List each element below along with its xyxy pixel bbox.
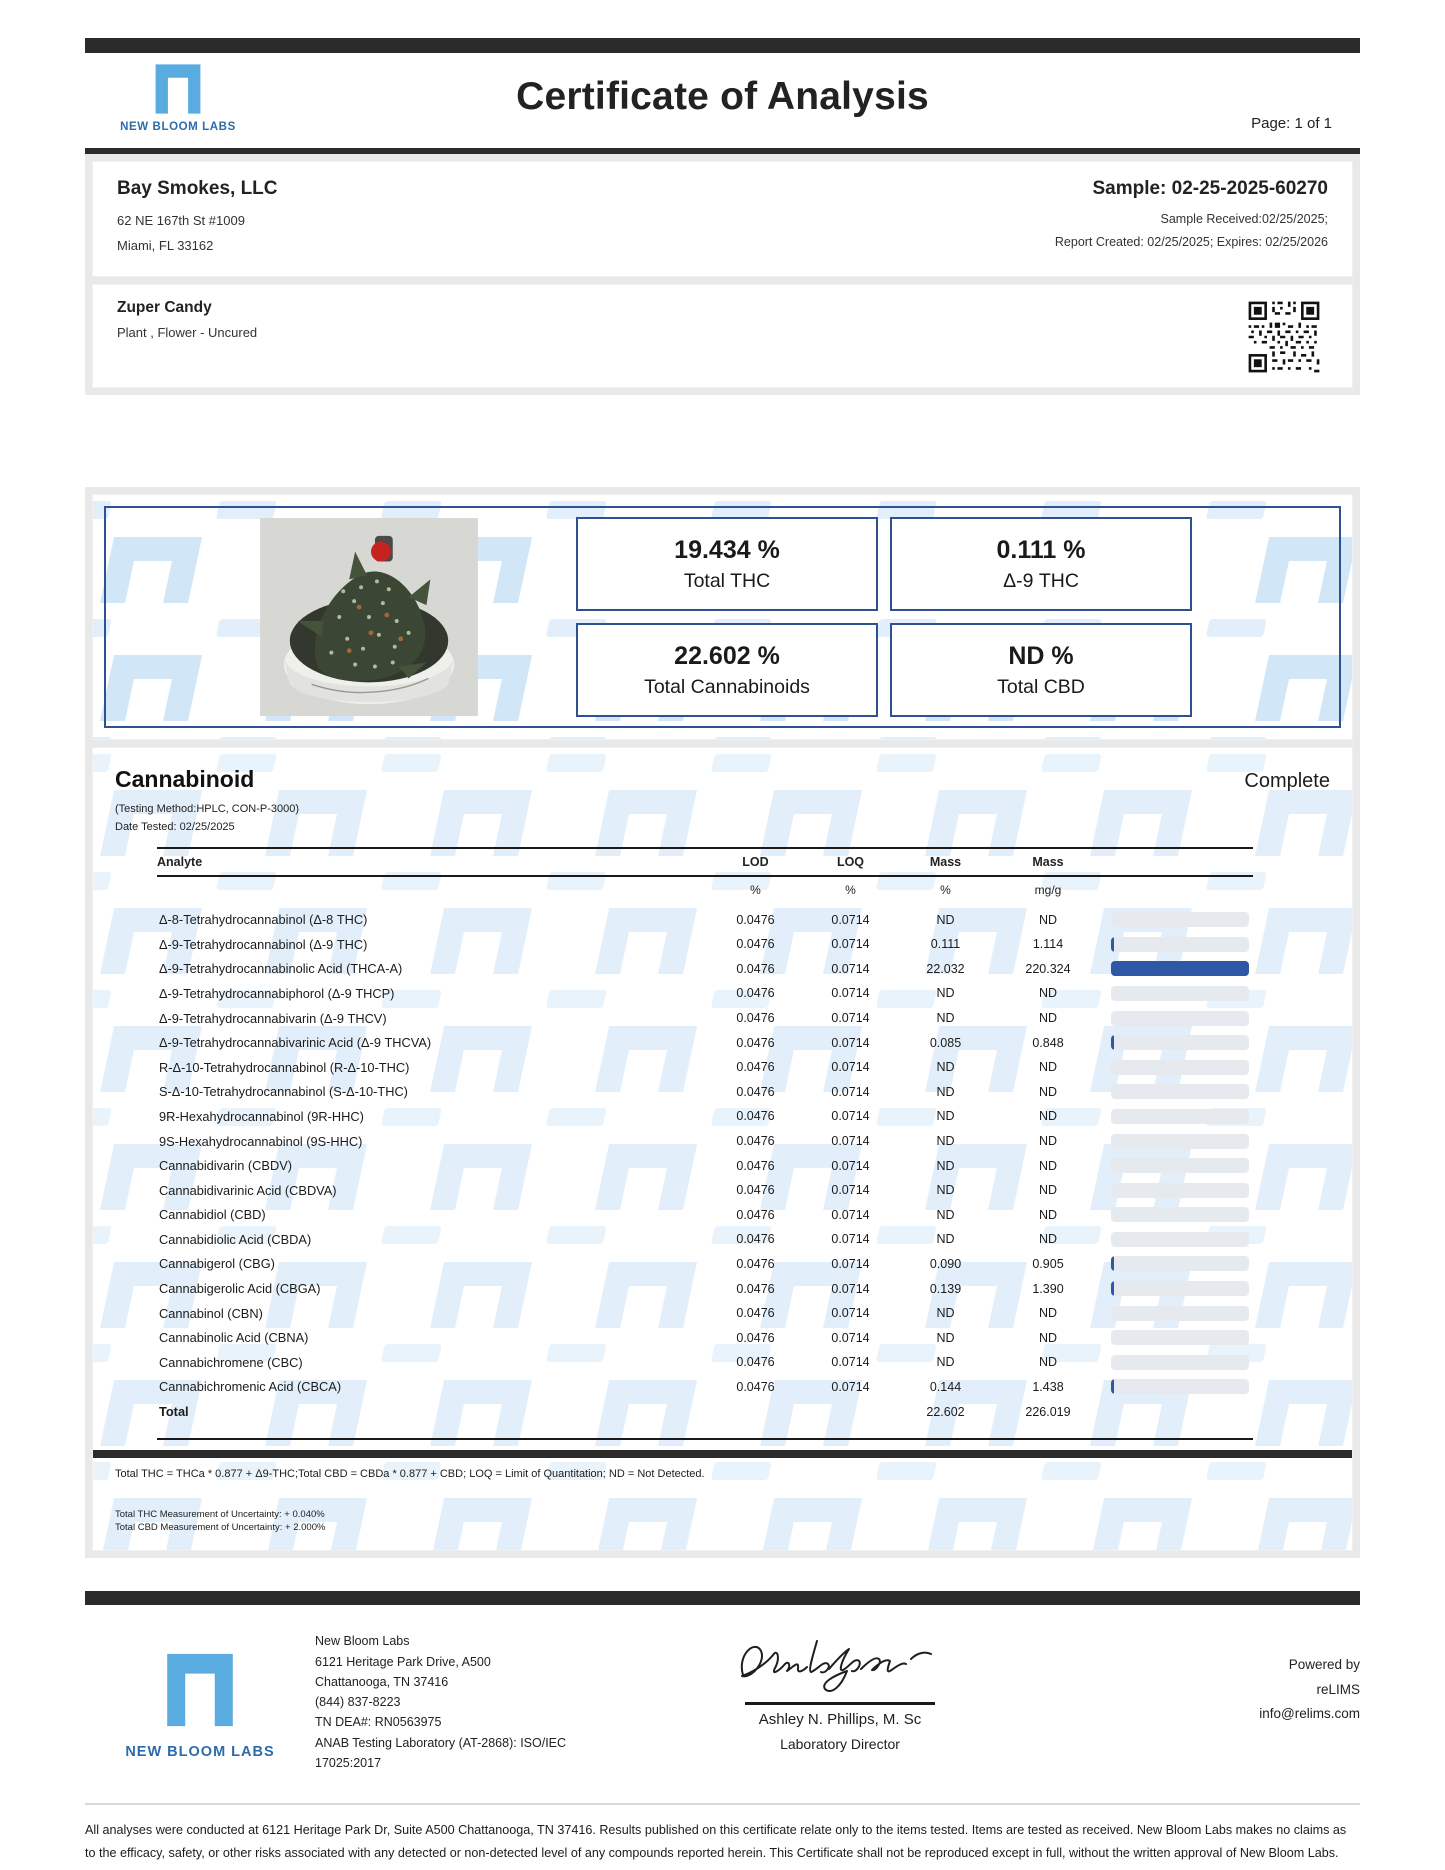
table-row <box>157 1301 1253 1326</box>
metric-label: Total THC <box>683 569 771 592</box>
loq-value: 0.0714 <box>831 1330 870 1345</box>
table-header-row <box>157 847 1253 875</box>
loq-value: 0.0714 <box>831 1281 870 1296</box>
analyte-name: Δ-8-Tetrahydrocannabinol (Δ-8 THC) <box>159 912 368 928</box>
mass-bar <box>1103 912 1253 927</box>
loq-value: 0.0714 <box>831 1035 870 1050</box>
mass-mgg-value: ND <box>1038 1306 1058 1321</box>
analyte-name: Cannabidivarinic Acid (CBDVA) <box>159 1182 337 1198</box>
table-row <box>157 1030 1253 1055</box>
date-tested: Date Tested: 02/25/2025 <box>115 821 235 834</box>
page-title: Certificate of Analysis <box>516 75 929 118</box>
loq-value: 0.0714 <box>831 1207 870 1222</box>
signature-rule <box>745 1702 935 1705</box>
mass-percent-value: ND <box>936 1011 955 1026</box>
mass-mgg-value: 220.324 <box>1025 961 1071 976</box>
analyte-name: Δ-9-Tetrahydrocannabivarinic Acid (Δ-9 THCVA) <box>159 1035 432 1051</box>
table-row <box>157 1203 1253 1228</box>
mass-percent-value: 0.090 <box>929 1256 962 1271</box>
lod-value: 0.0476 <box>736 1207 775 1222</box>
col-loq: LOQ <box>836 855 865 870</box>
table-total-row <box>157 1399 1253 1424</box>
unit-loq: % <box>845 883 856 898</box>
lab-accreditation: ANAB Testing Laboratory (AT-2868): ISO/IEC 17025:2017 <box>315 1735 567 1770</box>
mass-percent-value: ND <box>936 986 955 1001</box>
lod-value: 0.0476 <box>736 1355 775 1370</box>
mass-percent-value: 22.032 <box>926 961 965 976</box>
mass-mgg-value: ND <box>1038 1134 1058 1149</box>
lod-value: 0.0476 <box>736 1134 775 1149</box>
mass-bar <box>1103 1134 1253 1149</box>
lab-name: New Bloom Labs <box>315 1634 410 1649</box>
sample-block <box>1055 178 1328 258</box>
client-sample-card <box>92 161 1353 277</box>
table-row <box>157 1104 1253 1129</box>
table-row <box>157 1252 1253 1277</box>
mass-mgg-value: 1.390 <box>1032 1281 1064 1296</box>
calculation-footnote: Total THC = THCa * 0.877 + Δ9-THC;Total CBD = CBDa * 0.877 + CBD; LOQ = Limit of Quantitation; ND = Not Detected. <box>115 1467 705 1480</box>
mass-bar <box>1103 1158 1253 1173</box>
summary-metric-tile <box>890 517 1192 611</box>
mass-bar-track <box>1111 1109 1249 1124</box>
mass-mgg-value: ND <box>1038 1158 1058 1173</box>
analyte-name: Δ-9-Tetrahydrocannabinol (Δ-9 THC) <box>159 936 368 952</box>
mass-mgg-value: ND <box>1038 1011 1058 1026</box>
analyte-name: S-Δ-10-Tetrahydrocannabinol (S-Δ-10-THC) <box>159 1084 408 1100</box>
analyte-name: R-Δ-10-Tetrahydrocannabinol (R-Δ-10-THC) <box>159 1059 410 1075</box>
loq-value: 0.0714 <box>831 961 870 976</box>
summary-metric-tile <box>576 623 878 717</box>
mass-mgg-value: ND <box>1038 1060 1058 1075</box>
table-bottom-rule <box>157 1438 1253 1440</box>
mass-bar <box>1103 1084 1253 1099</box>
mass-bar <box>1103 1256 1253 1271</box>
footer-lab-logo-icon <box>148 1649 252 1731</box>
col-analyte: Analyte <box>157 855 203 870</box>
mass-bar-track <box>1111 937 1249 952</box>
bar-fill <box>1111 961 1249 976</box>
contact-email: info@relims.com <box>1259 1706 1360 1722</box>
mass-percent-value: 0.139 <box>929 1281 962 1296</box>
metric-value: 19.434 % <box>674 535 780 564</box>
disclaimer-divider <box>85 1803 1360 1805</box>
mass-bar <box>1103 1183 1253 1198</box>
mass-bar-track <box>1111 1256 1249 1271</box>
table-row <box>157 1227 1253 1252</box>
mass-mgg-value: ND <box>1038 1183 1058 1198</box>
footnote-divider-bar <box>93 1450 1352 1458</box>
report-created-expires: Report Created: 02/25/2025; Expires: 02/25/2026 <box>1054 234 1328 249</box>
lod-value: 0.0476 <box>736 1281 775 1296</box>
mass-percent-value: ND <box>936 1060 955 1075</box>
total-mass-mgg: 226.019 <box>1025 1404 1071 1419</box>
mass-bar-track <box>1111 912 1249 927</box>
lod-value: 0.0476 <box>736 1084 775 1099</box>
mass-bar-track <box>1111 986 1249 1001</box>
metric-label: Δ-9 THC <box>1003 569 1079 592</box>
lod-value: 0.0476 <box>736 1330 775 1345</box>
cannabinoid-table <box>157 847 1253 1439</box>
table-row <box>157 1325 1253 1350</box>
lod-value: 0.0476 <box>736 937 775 952</box>
analyte-name: Cannabichromenic Acid (CBCA) <box>159 1379 342 1395</box>
lod-value: 0.0476 <box>736 961 775 976</box>
mass-bar <box>1103 937 1253 952</box>
mass-bar <box>1103 1109 1253 1124</box>
mass-bar-track <box>1111 1330 1249 1345</box>
lod-value: 0.0476 <box>736 1158 775 1173</box>
metric-value: 22.602 % <box>674 641 780 670</box>
lod-value: 0.0476 <box>736 1011 775 1026</box>
client-name: Bay Smokes, LLC <box>117 178 278 199</box>
table-row <box>157 1153 1253 1178</box>
total-label: Total <box>159 1404 189 1420</box>
table-units-row <box>157 875 1253 907</box>
signatory-role: Laboratory Director <box>780 1736 900 1753</box>
lod-value: 0.0476 <box>736 1109 775 1124</box>
lab-phone: (844) 837-8223 <box>315 1695 401 1710</box>
analyte-name: Cannabigerol (CBG) <box>159 1256 275 1272</box>
mass-bar <box>1103 1355 1253 1370</box>
product-photo <box>258 518 480 716</box>
mass-bar <box>1103 1232 1253 1247</box>
mass-bar-track <box>1111 1183 1249 1198</box>
table-body <box>157 907 1253 1399</box>
lod-value: 0.0476 <box>736 986 775 1001</box>
col-mass-mgg: Mass <box>1032 855 1064 870</box>
metric-label: Total Cannabinoids <box>644 675 810 698</box>
client-address-line1: 62 NE 167th St #1009 <box>117 213 245 228</box>
section-gap <box>0 395 1445 487</box>
summary-card <box>92 494 1353 740</box>
mass-bar-track <box>1111 1134 1249 1149</box>
loq-value: 0.0714 <box>831 1183 870 1198</box>
section-status: Complete <box>1244 770 1330 793</box>
mass-percent-value: 0.085 <box>929 1035 962 1050</box>
powered-by-brand: reLIMS <box>1316 1681 1360 1697</box>
table-row <box>157 1006 1253 1031</box>
mass-mgg-value: 1.114 <box>1032 937 1064 952</box>
cbd-uncertainty: Total CBD Measurement of Uncertainty: + 2.000% <box>115 1522 326 1534</box>
uncertainty-notes <box>115 1508 1330 1535</box>
testing-method: (Testing Method:HPLC, CON-P-3000) <box>115 803 300 816</box>
product-card <box>92 284 1353 388</box>
mass-mgg-value: 1.438 <box>1032 1379 1064 1394</box>
analyte-name: 9R-Hexahydrocannabinol (9R-HHC) <box>159 1108 364 1124</box>
top-divider-bar <box>85 38 1360 53</box>
table-row <box>157 932 1253 957</box>
mass-bar <box>1103 1379 1253 1394</box>
mass-bar-track <box>1111 1084 1249 1099</box>
analyte-name: Cannabigerolic Acid (CBGA) <box>159 1281 321 1297</box>
mass-bar <box>1103 1306 1253 1321</box>
col-lod: LOD <box>742 855 769 870</box>
bar-fill <box>1111 1379 1114 1394</box>
table-row <box>157 1080 1253 1105</box>
mass-mgg-value: ND <box>1038 1232 1058 1247</box>
mass-percent-value: 0.111 <box>930 937 961 952</box>
table-row <box>157 1276 1253 1301</box>
cannabinoid-card <box>92 747 1353 1551</box>
mass-percent-value: ND <box>936 912 955 927</box>
product-name: Zuper Candy <box>117 299 212 317</box>
lab-address-block <box>315 1627 615 1773</box>
mass-percent-value: ND <box>936 1207 955 1222</box>
mass-bar-track <box>1111 961 1249 976</box>
disclaimer-text: All analyses were conducted at 6121 Heritage Park Dr, Suite A500 Chattanooga, TN 37416. Results published on this certificate relate only to the items tested. Items are tested as received. New Bloom Labs makes no claims as to the efficacy, safety, or other risks associated with any detected or non-detected level of any compounds reported herein. This Certificate shall not be reproduced except in full, without the written approval of New Bloom Labs. <box>85 1823 1347 1860</box>
header <box>85 53 1360 148</box>
loq-value: 0.0714 <box>831 1011 870 1026</box>
unit-lod: % <box>750 883 761 898</box>
lod-value: 0.0476 <box>736 912 775 927</box>
client-address-line2: Miami, FL 33162 <box>117 237 214 253</box>
table-row <box>157 1055 1253 1080</box>
loq-value: 0.0714 <box>831 986 870 1001</box>
analyte-name: Cannabinolic Acid (CBNA) <box>159 1330 309 1346</box>
mass-bar <box>1103 1011 1253 1026</box>
analyte-name: Cannabidiolic Acid (CBDA) <box>159 1231 312 1247</box>
qr-code-icon <box>1246 299 1322 375</box>
signature-icon <box>725 1629 955 1695</box>
mass-bar-track <box>1111 1035 1249 1050</box>
lod-value: 0.0476 <box>736 1306 775 1321</box>
loq-value: 0.0714 <box>831 1256 870 1271</box>
mass-bar-track <box>1111 1355 1249 1370</box>
mass-mgg-value: ND <box>1038 1330 1058 1345</box>
analyte-name: Cannabidiol (CBD) <box>159 1207 266 1223</box>
loq-value: 0.0714 <box>831 937 870 952</box>
loq-value: 0.0714 <box>831 1355 870 1370</box>
mass-mgg-value: ND <box>1038 1355 1058 1370</box>
mass-mgg-value: ND <box>1038 986 1058 1001</box>
mass-bar <box>1103 1060 1253 1075</box>
footer-divider-bar <box>85 1591 1360 1605</box>
table-row <box>157 907 1253 932</box>
analyte-name: 9S-Hexahydrocannabinol (9S-HHC) <box>159 1133 363 1149</box>
signatory-name: Ashley N. Phillips, M. Sc <box>758 1711 922 1729</box>
mass-mgg-value: ND <box>1038 1207 1058 1222</box>
mass-bar <box>1103 1035 1253 1050</box>
analyte-name: Δ-9-Tetrahydrocannabinolic Acid (THCA-A) <box>159 961 403 977</box>
total-mass-percent: 22.602 <box>926 1404 965 1419</box>
footer-lab-logo-text: NEW BLOOM LABS <box>125 1744 275 1761</box>
mass-percent-value: ND <box>936 1109 955 1124</box>
mass-percent-value: 0.144 <box>929 1379 962 1394</box>
metric-value: 0.111 % <box>996 535 1086 564</box>
loq-value: 0.0714 <box>831 912 870 927</box>
mass-percent-value: ND <box>936 1306 955 1321</box>
summary-box <box>104 506 1341 728</box>
loq-value: 0.0714 <box>831 1060 870 1075</box>
client-address <box>117 209 278 258</box>
cannabinoid-header <box>115 766 1330 793</box>
mass-bar-track <box>1111 1158 1249 1173</box>
mass-percent-value: ND <box>936 1355 955 1370</box>
analyte-name: Cannabichromene (CBC) <box>159 1354 303 1370</box>
unit-mass-pct: % <box>940 883 951 898</box>
mass-percent-value: ND <box>936 1134 955 1149</box>
mass-bar-track <box>1111 1207 1249 1222</box>
mass-mgg-value: ND <box>1038 1084 1058 1099</box>
mass-bar-track <box>1111 1281 1249 1296</box>
sample-dates <box>1055 208 1328 253</box>
analyte-name: Cannabidivarin (CBDV) <box>159 1158 292 1174</box>
sample-id: Sample: 02-25-2025-60270 <box>1092 178 1328 199</box>
mass-mgg-value: 0.905 <box>1032 1256 1064 1271</box>
bar-fill <box>1111 1281 1114 1296</box>
bar-fill <box>1111 1035 1114 1050</box>
mass-bar <box>1103 961 1253 976</box>
loq-value: 0.0714 <box>831 1084 870 1099</box>
bar-fill <box>1111 937 1114 952</box>
lod-value: 0.0476 <box>736 1379 775 1394</box>
lod-value: 0.0476 <box>736 1183 775 1198</box>
summary-metric-tile <box>576 517 878 611</box>
loq-value: 0.0714 <box>831 1306 870 1321</box>
table-row <box>157 1129 1253 1154</box>
analyte-name: Δ-9-Tetrahydrocannabivarin (Δ-9 THCV) <box>159 1010 387 1026</box>
lod-value: 0.0476 <box>736 1035 775 1050</box>
footer <box>85 1627 1360 1773</box>
mass-mgg-value: 0.848 <box>1032 1035 1064 1050</box>
mass-bar-track <box>1111 1379 1249 1394</box>
sample-received: Sample Received:02/25/2025; <box>1160 212 1328 226</box>
table-row <box>157 1375 1253 1400</box>
metric-label: Total CBD <box>997 675 1085 698</box>
loq-value: 0.0714 <box>831 1379 870 1394</box>
table-row <box>157 1178 1253 1203</box>
footer-lab-logo <box>85 1627 315 1760</box>
mass-bar <box>1103 1281 1253 1296</box>
product-type: Plant , Flower - Uncured <box>117 325 258 341</box>
mass-mgg-value: ND <box>1038 912 1058 927</box>
mass-bar-track <box>1111 1232 1249 1247</box>
loq-value: 0.0714 <box>831 1158 870 1173</box>
mass-bar-track <box>1111 1306 1249 1321</box>
lod-value: 0.0476 <box>736 1232 775 1247</box>
unit-mass-mgg: mg/g <box>1034 883 1062 898</box>
lab-address-line2: Chattanooga, TN 37416 <box>315 1674 449 1689</box>
table-row <box>157 981 1253 1006</box>
metric-value: ND % <box>1008 641 1074 670</box>
info-section <box>85 154 1360 395</box>
analyte-name: Cannabinol (CBN) <box>159 1305 263 1321</box>
mass-bar <box>1103 1330 1253 1345</box>
mass-mgg-value: ND <box>1038 1109 1058 1124</box>
loq-value: 0.0714 <box>831 1109 870 1124</box>
summary-metric-tile <box>890 623 1192 717</box>
mass-bar <box>1103 1207 1253 1222</box>
analyte-name: Δ-9-Tetrahydrocannabiphorol (Δ-9 THCP) <box>159 985 395 1001</box>
mass-percent-value: ND <box>936 1183 955 1198</box>
lab-dea-number: TN DEA#: RN0563975 <box>315 1715 442 1730</box>
table-row <box>157 1350 1253 1375</box>
mass-percent-value: ND <box>936 1330 955 1345</box>
mass-bar-track <box>1111 1060 1249 1075</box>
lab-logo-text: NEW BLOOM LABS <box>120 121 236 133</box>
lod-value: 0.0476 <box>736 1256 775 1271</box>
mass-percent-value: ND <box>936 1232 955 1247</box>
thc-uncertainty: Total THC Measurement of Uncertainty: + 0.040% <box>115 1508 325 1520</box>
mass-bar-track <box>1111 1011 1249 1026</box>
page-number: Page: 1 of 1 <box>1251 115 1332 132</box>
mass-percent-value: ND <box>936 1158 955 1173</box>
product-block <box>117 299 257 340</box>
client-block <box>117 178 278 258</box>
mass-percent-value: ND <box>936 1084 955 1099</box>
table-row <box>157 957 1253 982</box>
section-title: Cannabinoid <box>115 766 255 793</box>
signature-block <box>675 1627 1005 1752</box>
lod-value: 0.0476 <box>736 1060 775 1075</box>
loq-value: 0.0714 <box>831 1232 870 1247</box>
powered-by-block <box>1259 1627 1360 1726</box>
loq-value: 0.0714 <box>831 1134 870 1149</box>
mass-bar <box>1103 986 1253 1001</box>
powered-by-label: Powered by <box>1288 1657 1360 1673</box>
summary-metrics <box>576 517 1192 717</box>
col-mass-pct: Mass <box>929 855 962 870</box>
lab-address-line1: 6121 Heritage Park Drive, A500 <box>315 1654 491 1669</box>
bar-fill <box>1111 1256 1114 1271</box>
results-section <box>85 487 1360 1558</box>
